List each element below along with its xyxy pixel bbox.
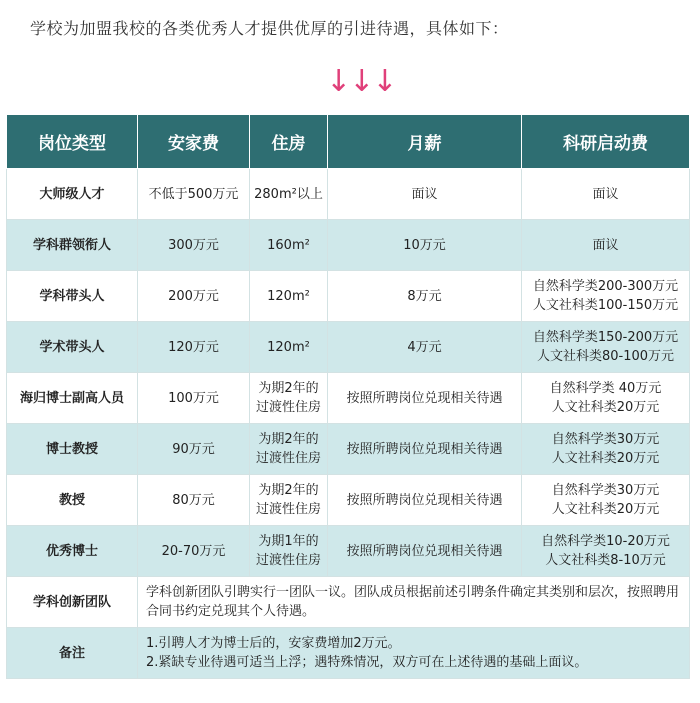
header-housing: 住房 [250, 115, 328, 169]
research-line: 自然科学类200-300万元 [532, 279, 679, 294]
housing-line: 过渡性住房 [255, 451, 321, 466]
cell-salary: 按照所聘岗位兑现相关待遇 [328, 526, 522, 577]
down-arrows-icon: ↓↓↓ [326, 64, 396, 99]
table-row [7, 169, 690, 220]
housing-line: 过渡性住房 [255, 553, 321, 568]
housing-line: 过渡性住房 [255, 502, 321, 517]
team-policy-text: 学科创新团队引聘实行一团队一议。团队成员根据前述引聘条件确定其类别和层次，按照聘用合同书约定兑现其个人待遇。 [138, 577, 690, 628]
intro-text: 学校为加盟我校的各类优秀人才提供优厚的引进待遇，具体如下： [30, 19, 509, 38]
table-row [7, 475, 690, 526]
header-position-type: 岗位类型 [7, 115, 138, 169]
cell-type: 学术带头人 [7, 322, 138, 373]
table-row [7, 220, 690, 271]
cell-research [522, 373, 690, 424]
cell-research [522, 271, 690, 322]
research-line: 人文社科类80-100万元 [536, 349, 675, 364]
cell-research [522, 526, 690, 577]
cell-salary: 10万元 [328, 220, 522, 271]
table-row [7, 424, 690, 475]
table-row-team [7, 577, 690, 628]
cell-housing: 120m² [250, 271, 328, 322]
table-row [7, 322, 690, 373]
cell-settle: 120万元 [138, 322, 250, 373]
cell-type: 优秀博士 [7, 526, 138, 577]
cell-salary: 面议 [328, 169, 522, 220]
research-line: 人文社科类20万元 [551, 451, 660, 466]
cell-salary: 8万元 [328, 271, 522, 322]
cell-type: 学科创新团队 [7, 577, 138, 628]
research-line: 人文社科类20万元 [551, 502, 660, 517]
header-settlement: 安家费 [138, 115, 250, 169]
table-row [7, 526, 690, 577]
cell-type: 备注 [7, 628, 138, 679]
cell-salary: 按照所聘岗位兑现相关待遇 [328, 475, 522, 526]
cell-housing [250, 373, 328, 424]
research-line: 自然科学类10-20万元 [541, 534, 670, 549]
housing-line: 为期2年的 [258, 432, 319, 447]
cell-type: 学科群领衔人 [7, 220, 138, 271]
cell-settle: 90万元 [138, 424, 250, 475]
cell-housing: 120m² [250, 322, 328, 373]
header-research-fund: 科研启动费 [522, 115, 690, 169]
research-line: 自然科学类30万元 [551, 432, 660, 447]
cell-salary: 按照所聘岗位兑现相关待遇 [328, 424, 522, 475]
table-row-notes [7, 628, 690, 679]
note-line: 1.引聘人才为博士后的，安家费增加2万元。 [146, 636, 401, 651]
cell-settle: 不低于500万元 [138, 169, 250, 220]
cell-settle: 300万元 [138, 220, 250, 271]
benefits-table-container [6, 114, 689, 679]
cell-settle: 100万元 [138, 373, 250, 424]
note-line: 2.紧缺专业待遇可适当上浮；遇特殊情况，双方可在上述待遇的基础上面议。 [146, 655, 588, 670]
cell-research [522, 424, 690, 475]
research-line: 人文社科类20万元 [551, 400, 660, 415]
cell-housing [250, 424, 328, 475]
cell-research: 面议 [522, 220, 690, 271]
cell-settle: 80万元 [138, 475, 250, 526]
research-line: 自然科学类30万元 [551, 483, 660, 498]
cell-research [522, 475, 690, 526]
cell-settle: 20-70万元 [138, 526, 250, 577]
cell-type: 学科带头人 [7, 271, 138, 322]
cell-housing: 280m²以上 [250, 169, 328, 220]
research-line: 自然科学类150-200万元 [532, 330, 679, 345]
research-line: 人文社科类8-10万元 [545, 553, 666, 568]
header-salary: 月薪 [328, 115, 522, 169]
research-line: 人文社科类100-150万元 [532, 298, 679, 313]
table-header-row [7, 115, 690, 169]
cell-research [522, 322, 690, 373]
cell-type: 博士教授 [7, 424, 138, 475]
table-row [7, 271, 690, 322]
cell-type: 海归博士副高人员 [7, 373, 138, 424]
housing-line: 为期1年的 [258, 534, 319, 549]
cell-housing [250, 475, 328, 526]
cell-housing [250, 526, 328, 577]
cell-research: 面议 [522, 169, 690, 220]
table-row [7, 373, 690, 424]
cell-type: 大师级人才 [7, 169, 138, 220]
cell-salary: 4万元 [328, 322, 522, 373]
housing-line: 为期2年的 [258, 483, 319, 498]
housing-line: 过渡性住房 [255, 400, 321, 415]
cell-settle: 200万元 [138, 271, 250, 322]
research-line: 自然科学类 40万元 [549, 381, 662, 396]
cell-salary: 按照所聘岗位兑现相关待遇 [328, 373, 522, 424]
benefits-table [6, 114, 690, 679]
housing-line: 为期2年的 [258, 381, 319, 396]
notes-cell [138, 628, 690, 679]
cell-type: 教授 [7, 475, 138, 526]
cell-housing: 160m² [250, 220, 328, 271]
